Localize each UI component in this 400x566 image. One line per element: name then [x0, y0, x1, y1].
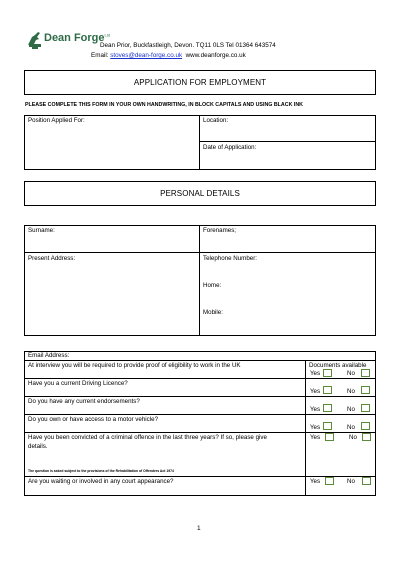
- no-label: No: [347, 388, 355, 395]
- driving-licence-yes-checkbox[interactable]: [323, 386, 332, 394]
- documents-yes-checkbox[interactable]: [323, 369, 332, 377]
- no-label: No: [347, 424, 355, 431]
- company-address: Dean Prior, Buckfastleigh, Devon. TQ11 0LS Tel 01364 643574: [100, 42, 276, 49]
- criminal-offence-yes-checkbox[interactable]: [325, 433, 334, 441]
- criminal-offence-no-checkbox[interactable]: [362, 433, 371, 441]
- email-address-label[interactable]: Email Address:: [28, 352, 70, 359]
- driving-licence-question: Have you a current Driving Licence?: [28, 380, 128, 387]
- documents-no-checkbox[interactable]: [361, 369, 370, 377]
- driving-licence-no-checkbox[interactable]: [361, 386, 370, 394]
- endorsements-question: Do you have any current endorsements?: [28, 398, 140, 405]
- blacksmith-logo-icon: [26, 29, 44, 49]
- motor-vehicle-question: Do you own or have access to a motor vehicle?: [28, 416, 159, 423]
- no-label: No: [347, 478, 355, 485]
- court-appearance-no-checkbox[interactable]: [362, 477, 371, 485]
- motor-vehicle-no-checkbox[interactable]: [361, 422, 370, 430]
- forenames-label[interactable]: Forenames;: [203, 227, 237, 234]
- mobile-phone-label[interactable]: Mobile:: [203, 309, 223, 316]
- yes-label: Yes: [310, 478, 321, 485]
- form-instruction: PLEASE COMPLETE THIS FORM IN YOUR OWN HANDWRITING, IN BLOCK CAPITALS AND USING BLACK INK: [25, 102, 303, 108]
- position-applied-label[interactable]: Position Applied For:: [28, 117, 85, 124]
- page-number: 1: [197, 525, 201, 532]
- no-label: No: [349, 434, 357, 441]
- documents-available-label: Documents available: [309, 362, 367, 369]
- endorsements-yes-checkbox[interactable]: [323, 404, 332, 412]
- yes-label: Yes: [310, 406, 321, 413]
- telephone-number-label: Telephone Number:: [203, 255, 258, 262]
- criminal-offence-question: Have you been convicted of a criminal offence in the last three years? If so, please give: [28, 434, 267, 441]
- present-address-label[interactable]: Present Address:: [28, 255, 76, 262]
- yes-label: Yes: [310, 370, 321, 377]
- no-label: No: [347, 370, 355, 377]
- website-text: www.deanforge.co.uk: [185, 52, 246, 59]
- company-logo: [26, 29, 111, 51]
- email-link[interactable]: stoves@dean-forge.co.uk: [110, 52, 183, 59]
- yes-label: Yes: [310, 388, 321, 395]
- criminal-offence-question-cont: details.: [28, 443, 48, 450]
- logo-wordmark: Dean Forge$^{Ltd}$: [44, 32, 111, 44]
- motor-vehicle-yes-checkbox[interactable]: [323, 422, 332, 430]
- no-label: No: [347, 406, 355, 413]
- surname-label[interactable]: Surname:: [28, 227, 55, 234]
- form-title: APPLICATION FOR EMPLOYMENT: [24, 70, 376, 95]
- eligibility-question: At interview you will be required to provide proof of eligibility to work in the UK: [28, 362, 241, 369]
- court-appearance-question: Are you waiting or involved in any court appearance?: [28, 478, 174, 485]
- rehabilitation-note: The question is asked subject to the provisions of the Rehabilitation of Offenders Act 1974: [28, 469, 174, 473]
- yes-label: Yes: [310, 434, 321, 441]
- personal-section: [24, 225, 376, 336]
- court-appearance-yes-checkbox[interactable]: [325, 477, 334, 485]
- personal-details-title: PERSONAL DETAILS: [24, 181, 376, 206]
- location-label[interactable]: Location:: [203, 117, 229, 124]
- contact-line: [91, 52, 246, 59]
- endorsements-no-checkbox[interactable]: [361, 404, 370, 412]
- home-phone-label[interactable]: Home:: [203, 282, 222, 289]
- date-of-application-label[interactable]: Date of Application:: [203, 144, 257, 151]
- email-label: Email:: [91, 52, 109, 59]
- yes-label: Yes: [310, 424, 321, 431]
